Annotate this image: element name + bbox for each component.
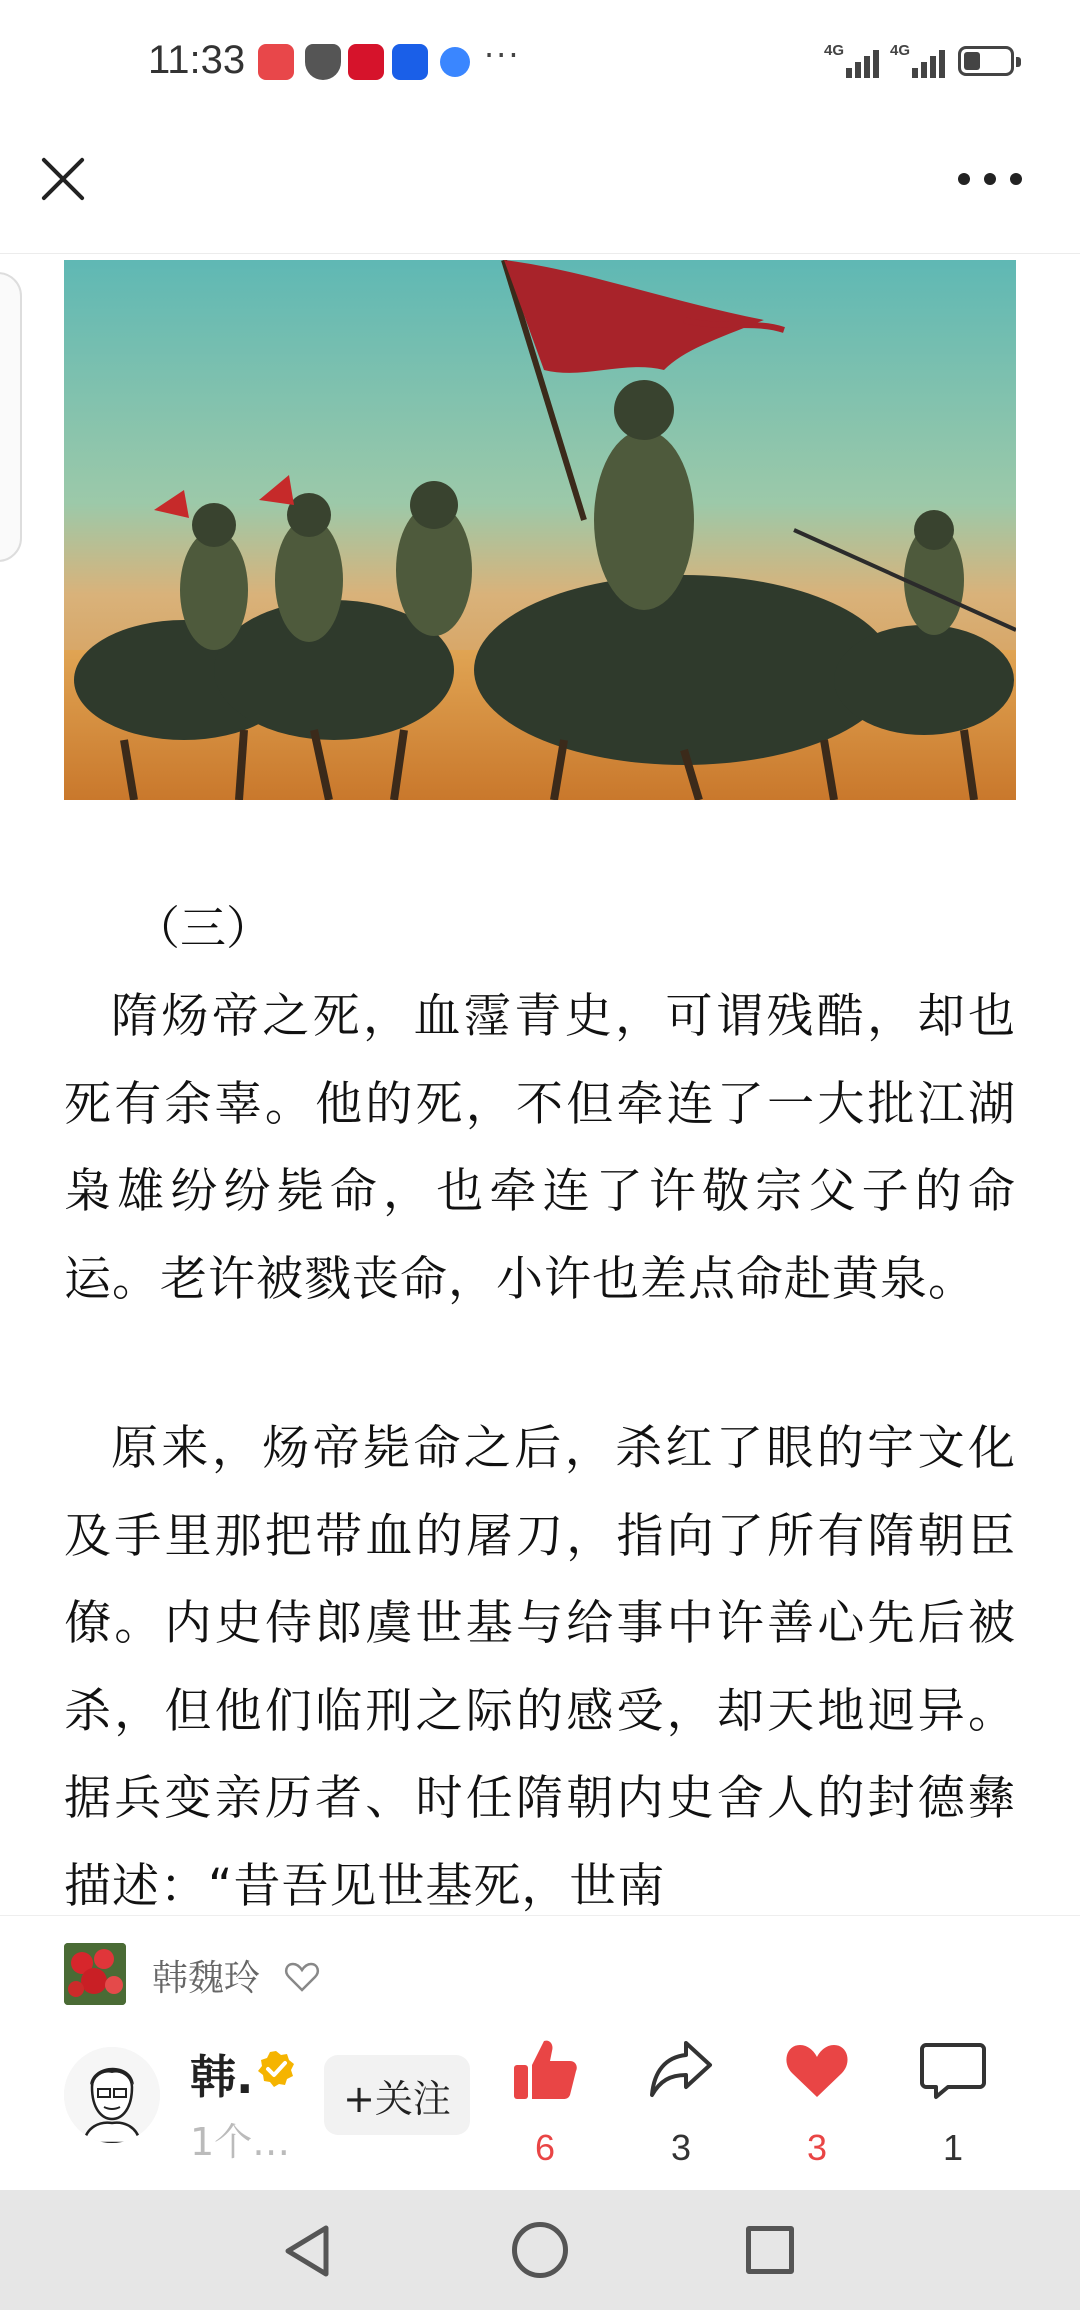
favorite-button[interactable]	[762, 2035, 872, 2185]
network-type-label: 4G	[824, 42, 845, 59]
network-type-label: 4G	[890, 42, 911, 59]
comment-count: 1	[942, 2127, 964, 2168]
favorite-count: 3	[806, 2127, 828, 2168]
share-arrow-icon	[646, 2035, 716, 2105]
author-thumbnail[interactable]	[64, 1943, 126, 2005]
like-count: 6	[534, 2127, 556, 2168]
poster-name[interactable]: 韩.	[190, 2050, 254, 2104]
action-bar	[0, 2025, 1080, 2190]
verified-badge-icon	[256, 2049, 296, 2089]
section-number: （三）	[134, 901, 272, 955]
author-row	[0, 1915, 1080, 2025]
back-triangle-icon[interactable]	[282, 2224, 332, 2278]
avatar[interactable]	[64, 2047, 160, 2143]
share-button[interactable]	[626, 2035, 736, 2185]
paragraph: 隋炀帝之死，血霪青史，可谓残酷，却也死有余辜。他的死，不但牵连了一大批江湖枭雄纷纷毙命，也牵连了许敬宗父子的命运。老许被戮丧命，小许也差点命赴黄泉。	[64, 989, 1016, 1307]
like-button[interactable]	[490, 2035, 600, 2185]
side-drawer-handle[interactable]	[0, 272, 22, 562]
heart-outline-icon[interactable]	[282, 1956, 322, 1996]
author-name[interactable]: 韩魏玲	[152, 1958, 261, 1999]
home-circle-icon[interactable]	[512, 2222, 568, 2278]
comment-bubble-icon	[918, 2035, 988, 2105]
thumbs-up-icon	[510, 2035, 580, 2105]
follow-button[interactable]: +关注	[324, 2055, 470, 2135]
poster-subtitle: 1个…	[190, 2120, 291, 2164]
heart-icon	[782, 2035, 852, 2105]
status-more-icon: ···	[484, 36, 521, 74]
recent-apps-square-icon[interactable]	[746, 2226, 794, 2274]
status-time: 11:33	[148, 38, 246, 82]
paragraph: 原来，炀帝毙命之后，杀红了眼的宇文化及手里那把带血的屠刀，指向了所有隋朝臣僚。内史侍郎虞世基与给事中许善心先后被杀，但他们临刑之际的感受，却天地迥异。据兵变亲历者、时任隋朝内史舍人的封德彝描述：“昔吾见世基死，世南	[64, 1421, 1016, 1914]
comment-button[interactable]	[898, 2035, 1008, 2185]
share-count: 3	[670, 2127, 692, 2168]
system-nav-bar	[0, 2190, 1080, 2310]
article-body	[64, 0, 1016, 1915]
